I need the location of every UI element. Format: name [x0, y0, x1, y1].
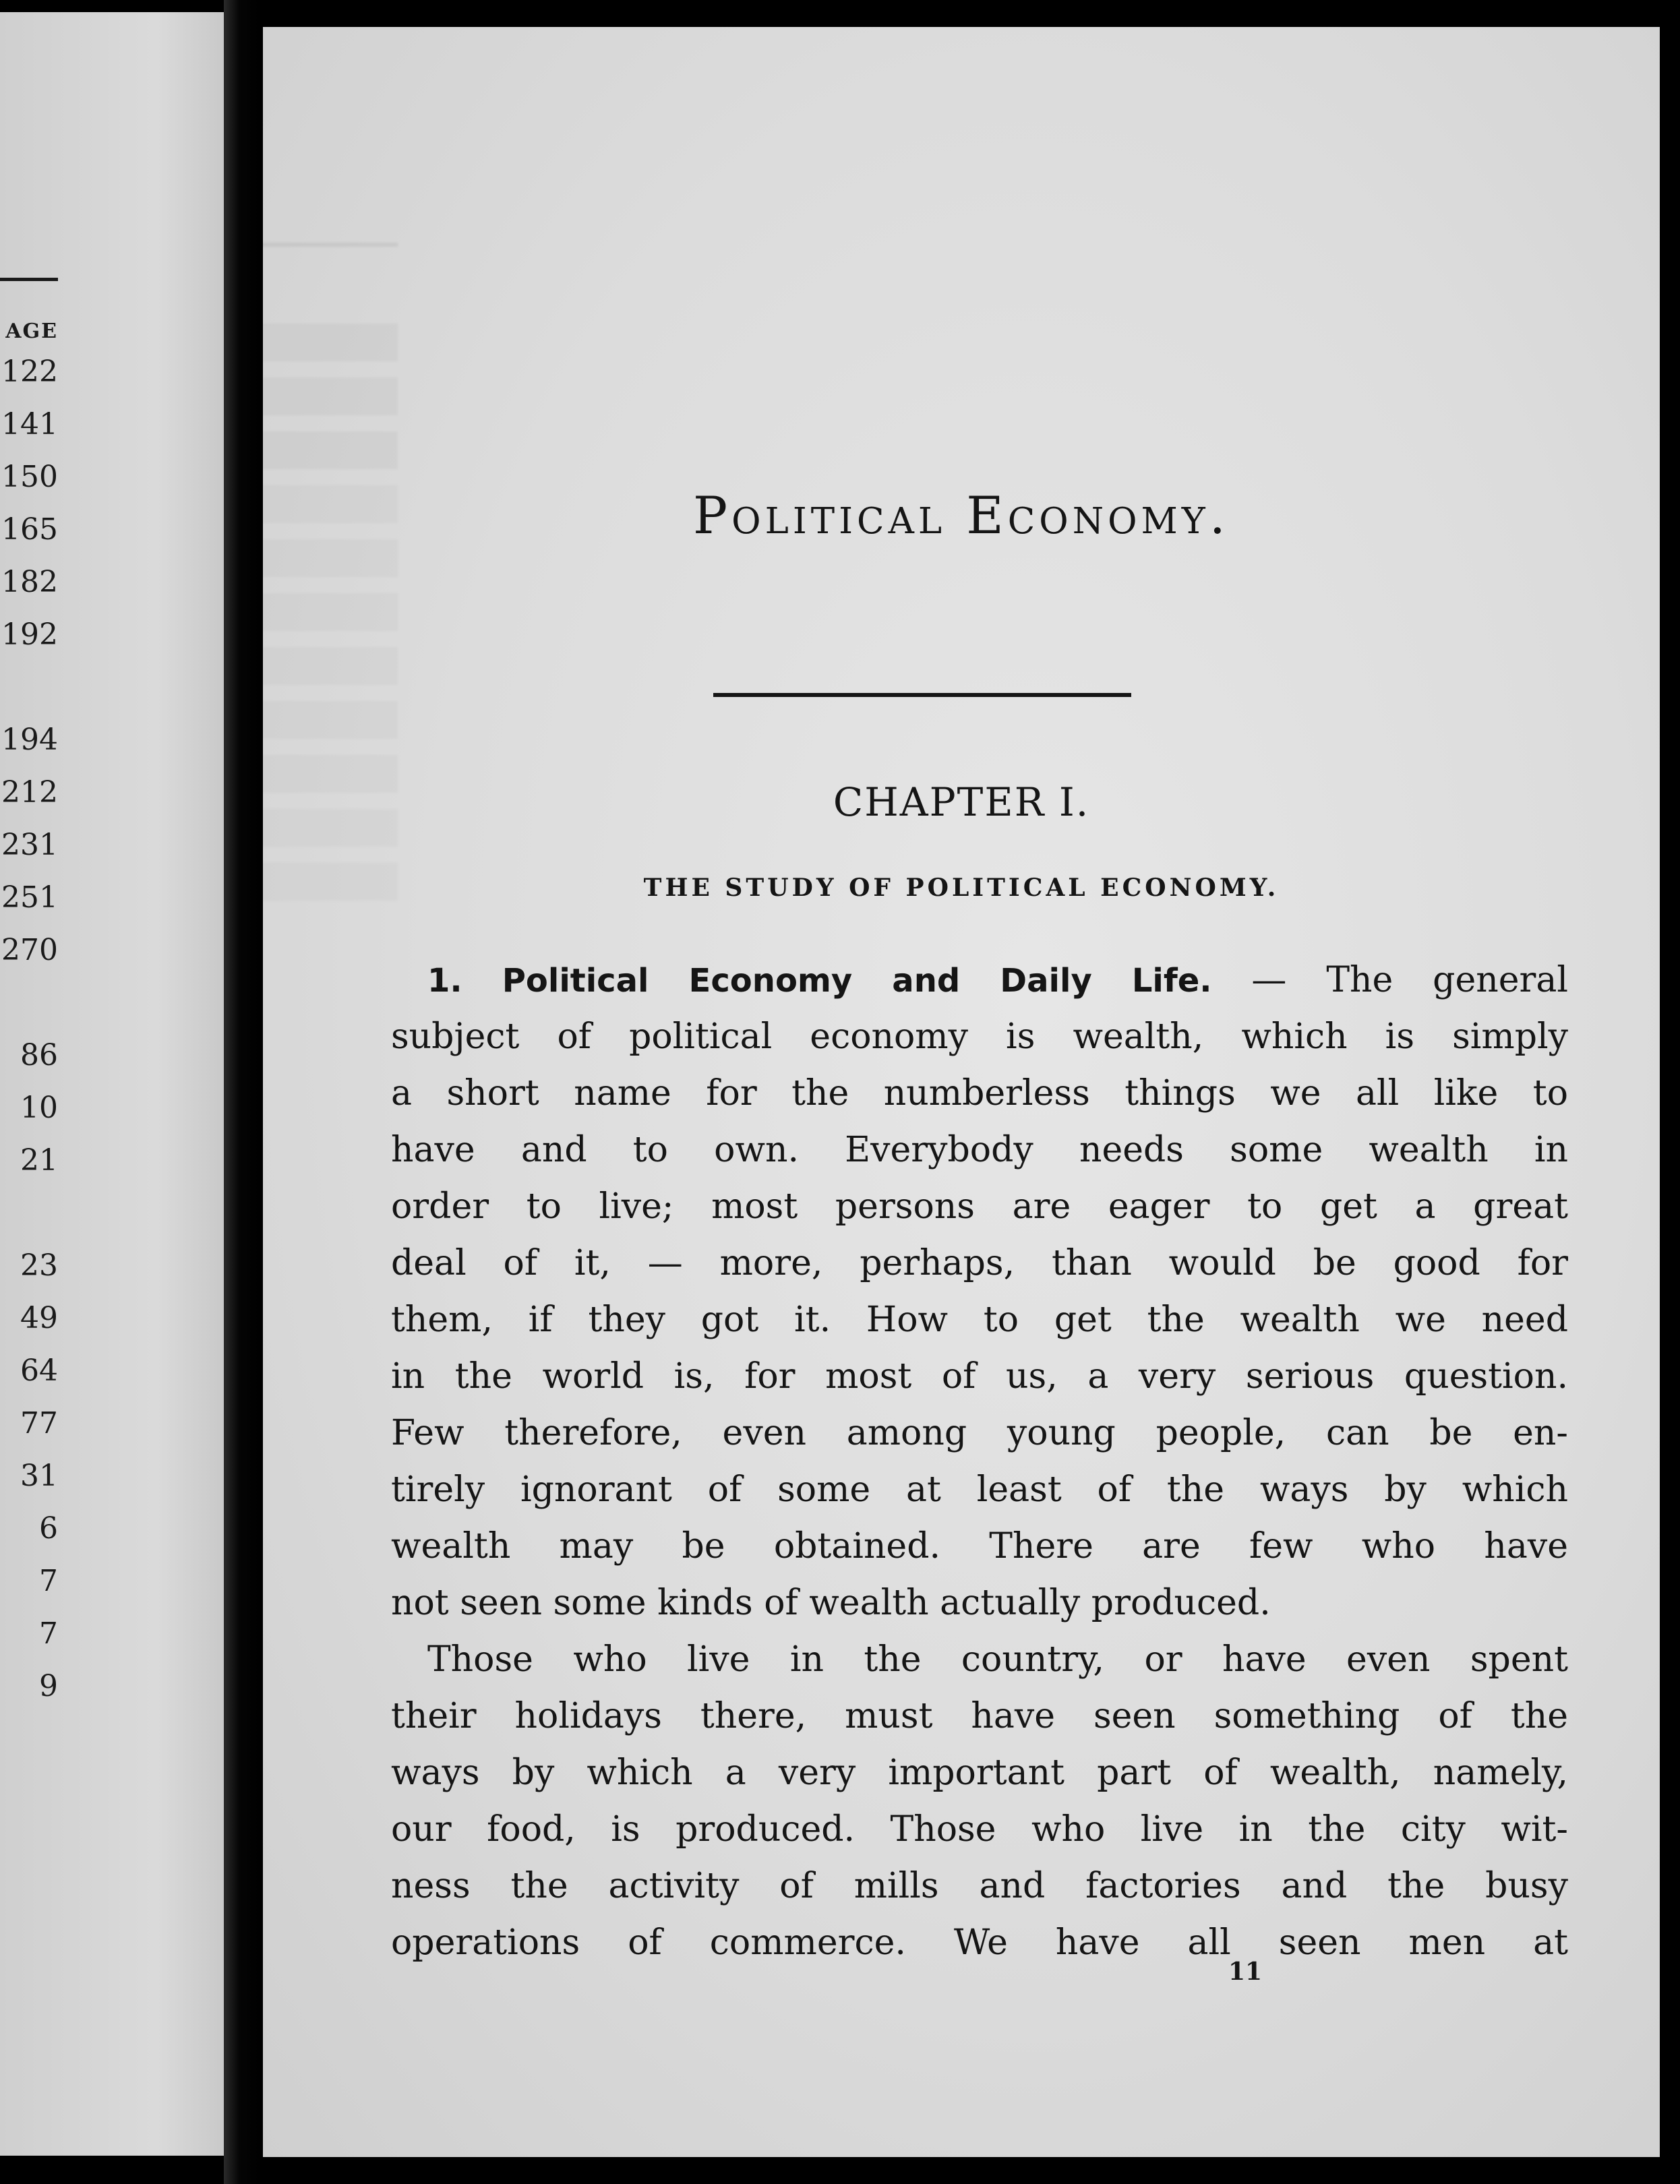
toc-page-number: 9 — [39, 1669, 58, 1703]
page-number: 11 — [1228, 1958, 1263, 1986]
main-page — [263, 27, 1660, 2157]
book-gutter — [224, 0, 263, 2184]
text-line — [391, 952, 1568, 1008]
toc-page-number: 21 — [20, 1143, 58, 1178]
text-line: their holidays there, must have seen something of the — [391, 1696, 1568, 1736]
toc-page-number: 6 — [39, 1511, 58, 1546]
toc-page-number: 270 — [1, 933, 58, 967]
toc-page-number: 150 — [1, 460, 58, 494]
toc-page-number: 77 — [20, 1406, 58, 1440]
toc-page-number: 122 — [1, 355, 58, 389]
toc-page-number: 7 — [39, 1564, 58, 1598]
chapter-heading: CHAPTER I. — [833, 779, 1090, 825]
toc-page-number: 194 — [1, 723, 58, 757]
text-line: deal of it, — more, perhaps, than would be good for — [391, 1243, 1568, 1283]
toc-page-number: 31 — [20, 1459, 58, 1493]
toc-page-number: 231 — [1, 828, 58, 862]
book-title: Political Economy. — [693, 485, 1230, 545]
left-page-rule — [0, 278, 58, 281]
chapter-subtitle: THE STUDY OF POLITICAL ECONOMY. — [643, 874, 1280, 902]
text-line: them, if they got it. How to get the wealth we need — [391, 1300, 1568, 1340]
text-line-tail: — The general — [1211, 960, 1568, 1000]
text-line: order to live; most persons are eager to get a great — [391, 1186, 1568, 1227]
left-facing-page — [0, 12, 224, 2156]
toc-page-number: 23 — [20, 1248, 58, 1283]
text-line: have and to own. Everybody needs some wealth in — [391, 1130, 1568, 1170]
text-line: not seen some kinds of wealth actually produced. — [391, 1583, 1271, 1623]
toc-page-number: 86 — [20, 1038, 58, 1072]
text-line: subject of political economy is wealth, which is simply — [391, 1017, 1568, 1057]
toc-page-number: 7 — [39, 1616, 58, 1651]
title-rule — [713, 693, 1131, 697]
toc-page-number: 64 — [20, 1354, 58, 1388]
left-page-header: AGE — [5, 320, 58, 343]
toc-page-number: 182 — [1, 565, 58, 599]
toc-page-number: 49 — [20, 1301, 58, 1335]
text-line: operations of commerce. We have all seen men at — [391, 1922, 1568, 1963]
toc-page-number: 165 — [1, 512, 58, 547]
text-line: Those who live in the country, or have even spent — [427, 1639, 1568, 1680]
toc-page-number: 192 — [1, 617, 58, 652]
text-line: Few therefore, even among young people, can be en- — [391, 1413, 1568, 1453]
text-line: wealth may be obtained. There are few who have — [391, 1526, 1568, 1567]
toc-page-number: 212 — [1, 775, 58, 810]
text-line: a short name for the numberless things we all like to — [391, 1073, 1568, 1114]
toc-page-number: 10 — [20, 1091, 58, 1125]
toc-page-number: 141 — [1, 407, 58, 442]
toc-page-number: 251 — [1, 880, 58, 915]
text-line: ness the activity of mills and factories and the busy — [391, 1866, 1568, 1906]
text-line: tirely ignorant of some at least of the ways by which — [391, 1469, 1568, 1510]
text-line: our food, is produced. Those who live in the city wit- — [391, 1809, 1568, 1850]
body-text — [391, 952, 1568, 1971]
text-line: ways by which a very important part of wealth, namely, — [391, 1753, 1568, 1793]
text-line: in the world is, for most of us, a very serious question. — [391, 1356, 1568, 1397]
section-heading: 1. Political Economy and Daily Life. — [427, 962, 1212, 1000]
